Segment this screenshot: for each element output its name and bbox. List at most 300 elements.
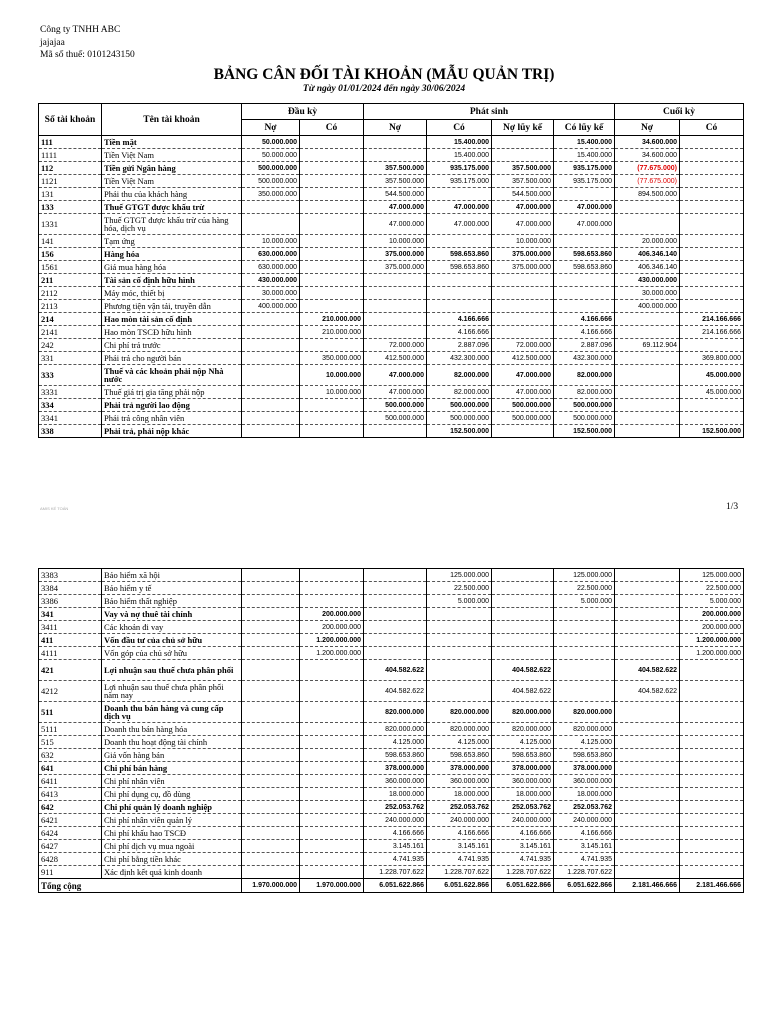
amount-cell: 10.000.000 xyxy=(364,235,427,248)
account-code: 642 xyxy=(39,801,102,814)
amount-cell: 82.000.000 xyxy=(427,365,492,386)
amount-cell: 430.000.000 xyxy=(242,274,300,287)
amount-cell: 406.346.140 xyxy=(615,248,680,261)
amount-cell: 47.000.000 xyxy=(364,386,427,399)
amount-cell xyxy=(492,326,554,339)
amount-cell xyxy=(615,608,680,621)
account-name: Bảo hiểm thất nghiệp xyxy=(102,595,242,608)
report-title: BẢNG CÂN ĐỐI TÀI KHOẢN (MẪU QUẢN TRỊ) xyxy=(213,66,555,83)
amount-cell: 125.000.000 xyxy=(680,569,744,582)
amount-cell xyxy=(554,608,615,621)
amount-cell: (77.675.000) xyxy=(615,175,680,188)
total-row xyxy=(39,879,744,893)
amount-cell: 820.000.000 xyxy=(364,723,427,736)
amount-cell xyxy=(242,702,300,723)
amount-cell xyxy=(300,762,364,775)
amount-cell xyxy=(680,801,744,814)
account-name: Thuế giá trị gia tăng phải nộp xyxy=(102,386,242,399)
header-account-code: Số tài khoản xyxy=(39,104,102,136)
amount-cell: 82.000.000 xyxy=(427,386,492,399)
table-row xyxy=(39,412,744,425)
amount-cell xyxy=(364,595,427,608)
account-code: 112 xyxy=(39,162,102,175)
amount-cell: 360.000.000 xyxy=(554,775,615,788)
amount-cell: 15.400.000 xyxy=(554,149,615,162)
account-name: Doanh thu bán hàng hóa xyxy=(102,723,242,736)
header-debit-cumulative: Nợ lũy kế xyxy=(492,120,554,136)
amount-cell xyxy=(680,736,744,749)
account-code: 3331 xyxy=(39,386,102,399)
amount-cell: 598.653.860 xyxy=(427,248,492,261)
amount-cell: 378.000.000 xyxy=(554,762,615,775)
amount-cell xyxy=(427,647,492,660)
header-movement: Phát sinh xyxy=(364,104,615,120)
amount-cell xyxy=(242,313,300,326)
amount-cell: 50.000.000 xyxy=(242,149,300,162)
amount-cell xyxy=(242,425,300,438)
header-closing-credit: Có xyxy=(680,120,744,136)
amount-cell xyxy=(680,149,744,162)
amount-cell: 598.653.860 xyxy=(427,749,492,762)
table-row xyxy=(39,248,744,261)
total-amount: 6.051.622.866 xyxy=(554,879,615,893)
amount-cell: 360.000.000 xyxy=(364,775,427,788)
amount-cell xyxy=(615,214,680,235)
account-code: 131 xyxy=(39,188,102,201)
amount-cell: 894.500.000 xyxy=(615,188,680,201)
account-code: 133 xyxy=(39,201,102,214)
table-row xyxy=(39,702,744,723)
amount-cell: 4.741.935 xyxy=(492,853,554,866)
amount-cell xyxy=(615,595,680,608)
amount-cell xyxy=(300,287,364,300)
amount-cell xyxy=(554,647,615,660)
amount-cell xyxy=(554,634,615,647)
amount-cell xyxy=(680,300,744,313)
amount-cell: 360.000.000 xyxy=(492,775,554,788)
amount-cell: 152.500.000 xyxy=(680,425,744,438)
amount-cell: 432.300.000 xyxy=(427,352,492,365)
amount-cell xyxy=(680,412,744,425)
amount-cell: 404.582.622 xyxy=(615,660,680,681)
amount-cell: 200.000.000 xyxy=(680,608,744,621)
amount-cell xyxy=(680,162,744,175)
amount-cell xyxy=(492,608,554,621)
amount-cell: 544.500.000 xyxy=(364,188,427,201)
amount-cell: 30.000.000 xyxy=(615,287,680,300)
total-label: Tổng cộng xyxy=(39,879,242,893)
amount-cell: 252.053.762 xyxy=(492,801,554,814)
amount-cell: 152.500.000 xyxy=(427,425,492,438)
amount-cell xyxy=(615,425,680,438)
amount-cell xyxy=(364,634,427,647)
amount-cell: 10.000.000 xyxy=(492,235,554,248)
table-row xyxy=(39,788,744,801)
amount-cell: 404.582.622 xyxy=(492,681,554,702)
amount-cell xyxy=(615,621,680,634)
amount-cell xyxy=(364,136,427,149)
amount-cell xyxy=(554,681,615,702)
total-amount: 2.181.466.666 xyxy=(615,879,680,893)
amount-cell xyxy=(242,608,300,621)
amount-cell xyxy=(300,840,364,853)
amount-cell: 375.000.000 xyxy=(492,261,554,274)
table-row xyxy=(39,595,744,608)
amount-cell: 630.000.000 xyxy=(242,248,300,261)
amount-cell: 360.000.000 xyxy=(427,775,492,788)
amount-cell xyxy=(300,723,364,736)
amount-cell xyxy=(300,136,364,149)
header-movement-debit: Nợ xyxy=(364,120,427,136)
account-code: 6424 xyxy=(39,827,102,840)
amount-cell: 935.175.000 xyxy=(554,162,615,175)
account-name: Chi phí quản lý doanh nghiệp xyxy=(102,801,242,814)
amount-cell xyxy=(615,723,680,736)
amount-cell xyxy=(427,660,492,681)
company-info xyxy=(40,24,135,62)
amount-cell xyxy=(492,274,554,287)
table-row xyxy=(39,660,744,681)
amount-cell: 20.000.000 xyxy=(615,235,680,248)
amount-cell: 47.000.000 xyxy=(492,201,554,214)
account-code: 341 xyxy=(39,608,102,621)
account-name: Phải trả người lao động xyxy=(102,399,242,412)
amount-cell: 10.000.000 xyxy=(300,386,364,399)
header-opening: Đầu kỳ xyxy=(242,104,364,120)
amount-cell: 1.200.000.000 xyxy=(300,647,364,660)
amount-cell xyxy=(364,569,427,582)
amount-cell: 4.125.000 xyxy=(364,736,427,749)
account-code: 515 xyxy=(39,736,102,749)
amount-cell xyxy=(300,736,364,749)
amount-cell: 47.000.000 xyxy=(427,214,492,235)
amount-cell xyxy=(615,749,680,762)
amount-cell: 500.000.000 xyxy=(492,412,554,425)
table-row xyxy=(39,274,744,287)
amount-cell xyxy=(242,326,300,339)
account-name: Chi phí trả trước xyxy=(102,339,242,352)
total-amount: 6.051.622.866 xyxy=(427,879,492,893)
amount-cell: 47.000.000 xyxy=(492,214,554,235)
amount-cell: 252.053.762 xyxy=(364,801,427,814)
amount-cell xyxy=(300,660,364,681)
account-name: Hao mòn tài sản cố định xyxy=(102,313,242,326)
amount-cell: 598.653.860 xyxy=(492,749,554,762)
account-name: Chi phí dụng cụ, đồ dùng xyxy=(102,788,242,801)
amount-cell xyxy=(242,801,300,814)
amount-cell xyxy=(492,595,554,608)
account-code: 3411 xyxy=(39,621,102,634)
amount-cell: 4.166.666 xyxy=(364,827,427,840)
table-row xyxy=(39,827,744,840)
account-code: 141 xyxy=(39,235,102,248)
amount-cell: 598.653.860 xyxy=(554,749,615,762)
amount-cell xyxy=(492,300,554,313)
account-name: Doanh thu bán hàng và cung cấp dịch vụ xyxy=(102,702,242,723)
account-name: Bảo hiểm xã hội xyxy=(102,569,242,582)
amount-cell: 4.166.666 xyxy=(554,326,615,339)
amount-cell: 252.053.762 xyxy=(427,801,492,814)
account-code: 111 xyxy=(39,136,102,149)
amount-cell xyxy=(242,660,300,681)
amount-cell xyxy=(615,788,680,801)
amount-cell xyxy=(680,399,744,412)
amount-cell xyxy=(554,287,615,300)
amount-cell xyxy=(300,339,364,352)
amount-cell: 1.228.707.622 xyxy=(554,866,615,879)
amount-cell xyxy=(427,235,492,248)
account-name: Thuế GTGT được khấu trừ xyxy=(102,201,242,214)
amount-cell: 430.000.000 xyxy=(615,274,680,287)
account-code: 2141 xyxy=(39,326,102,339)
amount-cell: 214.166.666 xyxy=(680,313,744,326)
software-footer: AMIS KẾ TOÁN xyxy=(40,506,69,511)
header-credit-cumulative: Có lũy kế xyxy=(554,120,615,136)
amount-cell: 500.000.000 xyxy=(242,162,300,175)
total-amount: 6.051.622.866 xyxy=(492,879,554,893)
company-name: Công ty TNHH ABC xyxy=(40,25,121,35)
account-name: Máy móc, thiết bị xyxy=(102,287,242,300)
account-name: Các khoản đi vay xyxy=(102,621,242,634)
account-name: Giá mua hàng hóa xyxy=(102,261,242,274)
amount-cell xyxy=(615,702,680,723)
amount-cell xyxy=(242,634,300,647)
amount-cell: 18.000.000 xyxy=(427,788,492,801)
account-code: 421 xyxy=(39,660,102,681)
amount-cell: 34.600.000 xyxy=(615,149,680,162)
amount-cell xyxy=(615,827,680,840)
account-name: Chi phí nhân viên xyxy=(102,775,242,788)
amount-cell: 47.000.000 xyxy=(364,214,427,235)
amount-cell xyxy=(300,248,364,261)
table-row xyxy=(39,608,744,621)
amount-cell: 252.053.762 xyxy=(554,801,615,814)
amount-cell xyxy=(242,840,300,853)
amount-cell xyxy=(680,853,744,866)
amount-cell xyxy=(427,681,492,702)
amount-cell xyxy=(680,723,744,736)
table-row xyxy=(39,162,744,175)
amount-cell: 820.000.000 xyxy=(427,723,492,736)
table-row xyxy=(39,287,744,300)
table-row xyxy=(39,188,744,201)
amount-cell: 152.500.000 xyxy=(554,425,615,438)
table-header xyxy=(39,104,744,136)
amount-cell: 500.000.000 xyxy=(492,399,554,412)
amount-cell: 357.500.000 xyxy=(492,175,554,188)
table-row xyxy=(39,339,744,352)
account-name: Chi phí bằng tiền khác xyxy=(102,853,242,866)
account-code: 6411 xyxy=(39,775,102,788)
account-code: 6413 xyxy=(39,788,102,801)
amount-cell xyxy=(554,188,615,201)
amount-cell: 404.582.622 xyxy=(615,681,680,702)
amount-cell: 598.653.860 xyxy=(554,261,615,274)
amount-cell: 820.000.000 xyxy=(427,702,492,723)
account-name: Vay và nợ thuê tài chính xyxy=(102,608,242,621)
amount-cell: 2.887.096 xyxy=(554,339,615,352)
header-opening-credit: Có xyxy=(300,120,364,136)
amount-cell: 210.000.000 xyxy=(300,326,364,339)
amount-cell xyxy=(554,274,615,287)
amount-cell: 4.741.935 xyxy=(364,853,427,866)
amount-cell xyxy=(492,287,554,300)
balance-table-page1 xyxy=(38,103,744,438)
amount-cell xyxy=(300,775,364,788)
amount-cell: 10.000.000 xyxy=(242,235,300,248)
total-amount: 2.181.466.666 xyxy=(680,879,744,893)
amount-cell: 125.000.000 xyxy=(554,569,615,582)
amount-cell: 18.000.000 xyxy=(554,788,615,801)
amount-cell xyxy=(300,569,364,582)
account-name: Chi phí nhân viên quản lý xyxy=(102,814,242,827)
table-row xyxy=(39,425,744,438)
table-row xyxy=(39,749,744,762)
amount-cell xyxy=(300,201,364,214)
amount-cell: 1.228.707.622 xyxy=(492,866,554,879)
amount-cell xyxy=(300,827,364,840)
amount-cell xyxy=(615,647,680,660)
amount-cell: 4.166.666 xyxy=(427,827,492,840)
amount-cell xyxy=(364,313,427,326)
account-code: 334 xyxy=(39,399,102,412)
amount-cell xyxy=(615,866,680,879)
amount-cell: 1.200.000.000 xyxy=(680,647,744,660)
page-number: 1/3 xyxy=(726,502,739,512)
amount-cell xyxy=(554,300,615,313)
table-row xyxy=(39,634,744,647)
amount-cell: 3.145.161 xyxy=(492,840,554,853)
table-row xyxy=(39,149,744,162)
amount-cell: 500.000.000 xyxy=(364,412,427,425)
account-code: 1331 xyxy=(39,214,102,235)
amount-cell xyxy=(427,300,492,313)
amount-cell xyxy=(242,853,300,866)
account-name: Bảo hiểm y tế xyxy=(102,582,242,595)
amount-cell: 357.500.000 xyxy=(364,175,427,188)
amount-cell xyxy=(364,287,427,300)
amount-cell xyxy=(300,595,364,608)
account-code: 3383 xyxy=(39,569,102,582)
amount-cell: 544.500.000 xyxy=(492,188,554,201)
amount-cell xyxy=(300,866,364,879)
amount-cell: 22.500.000 xyxy=(427,582,492,595)
amount-cell: 1.200.000.000 xyxy=(680,634,744,647)
account-code: 1561 xyxy=(39,261,102,274)
amount-cell xyxy=(364,425,427,438)
amount-cell xyxy=(300,814,364,827)
amount-cell: 34.600.000 xyxy=(615,136,680,149)
account-name: Tiền Việt Nam xyxy=(102,149,242,162)
amount-cell xyxy=(615,352,680,365)
table-row xyxy=(39,723,744,736)
amount-cell xyxy=(300,175,364,188)
amount-cell: 935.175.000 xyxy=(427,175,492,188)
amount-cell xyxy=(492,149,554,162)
amount-cell xyxy=(300,681,364,702)
amount-cell: 350.000.000 xyxy=(300,352,364,365)
amount-cell: 214.166.666 xyxy=(680,326,744,339)
amount-cell xyxy=(615,365,680,386)
amount-cell: (77.675.000) xyxy=(615,162,680,175)
account-name: Phải thu của khách hàng xyxy=(102,188,242,201)
amount-cell xyxy=(680,814,744,827)
amount-cell xyxy=(615,569,680,582)
table-row xyxy=(39,235,744,248)
amount-cell xyxy=(680,762,744,775)
amount-cell xyxy=(615,736,680,749)
account-code: 214 xyxy=(39,313,102,326)
amount-cell: 4.741.935 xyxy=(427,853,492,866)
amount-cell xyxy=(300,274,364,287)
account-code: 1121 xyxy=(39,175,102,188)
amount-cell: 412.500.000 xyxy=(492,352,554,365)
amount-cell: 378.000.000 xyxy=(427,762,492,775)
amount-cell: 18.000.000 xyxy=(492,788,554,801)
amount-cell: 820.000.000 xyxy=(364,702,427,723)
amount-cell: 82.000.000 xyxy=(554,386,615,399)
amount-cell xyxy=(680,681,744,702)
account-code: 511 xyxy=(39,702,102,723)
table-row xyxy=(39,866,744,879)
amount-cell: 630.000.000 xyxy=(242,261,300,274)
table-body-page2 xyxy=(39,569,744,893)
amount-cell: 350.000.000 xyxy=(242,188,300,201)
amount-cell: 1.228.707.622 xyxy=(364,866,427,879)
account-code: 632 xyxy=(39,749,102,762)
amount-cell xyxy=(615,853,680,866)
amount-cell: 15.400.000 xyxy=(427,136,492,149)
amount-cell xyxy=(615,412,680,425)
table-row xyxy=(39,365,744,386)
account-name: Chi phí bán hàng xyxy=(102,762,242,775)
amount-cell xyxy=(242,621,300,634)
amount-cell: 3.145.161 xyxy=(554,840,615,853)
table-row xyxy=(39,326,744,339)
amount-cell xyxy=(364,326,427,339)
amount-cell xyxy=(615,634,680,647)
amount-cell xyxy=(680,827,744,840)
account-name: Tạm ứng xyxy=(102,235,242,248)
account-code: 242 xyxy=(39,339,102,352)
tax-code: Mã số thuế: 0101243150 xyxy=(40,50,135,60)
account-name: Phải trả cho người bán xyxy=(102,352,242,365)
amount-cell: 2.887.096 xyxy=(427,339,492,352)
amount-cell: 935.175.000 xyxy=(427,162,492,175)
amount-cell: 15.400.000 xyxy=(554,136,615,149)
amount-cell xyxy=(242,788,300,801)
amount-cell xyxy=(242,352,300,365)
amount-cell: 210.000.000 xyxy=(300,313,364,326)
table-row xyxy=(39,352,744,365)
account-code: 331 xyxy=(39,352,102,365)
amount-cell xyxy=(242,827,300,840)
amount-cell: 69.112.904 xyxy=(615,339,680,352)
amount-cell: 200.000.000 xyxy=(680,621,744,634)
amount-cell xyxy=(300,582,364,595)
amount-cell xyxy=(427,621,492,634)
amount-cell: 598.653.860 xyxy=(427,261,492,274)
amount-cell: 3.145.161 xyxy=(364,840,427,853)
amount-cell xyxy=(615,775,680,788)
amount-cell xyxy=(554,235,615,248)
amount-cell: 404.582.622 xyxy=(364,681,427,702)
amount-cell xyxy=(242,201,300,214)
amount-cell: 1.200.000.000 xyxy=(300,634,364,647)
amount-cell xyxy=(300,702,364,723)
amount-cell: 5.000.000 xyxy=(427,595,492,608)
account-code: 3384 xyxy=(39,582,102,595)
